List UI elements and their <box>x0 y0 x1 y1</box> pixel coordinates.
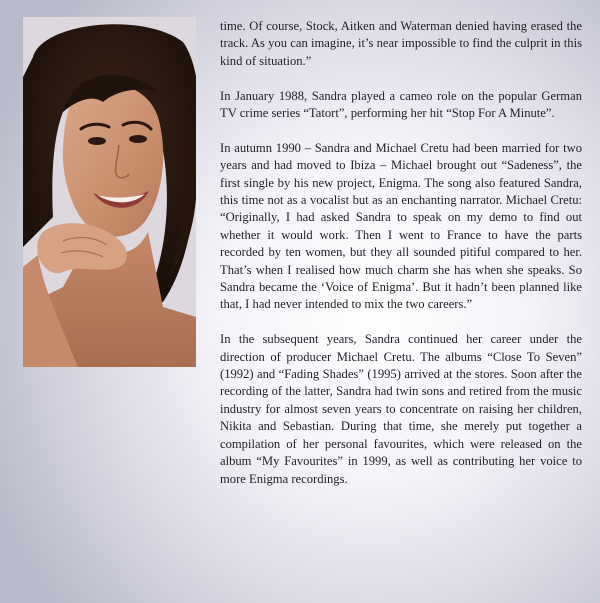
paragraph-3: In autumn 1990 – Sandra and Michael Cretu had been married for two years and had moved to Ibiza – Michael brought out “Sadeness”, the first single by his new project, Enigma. The song also featured Sandra, this time not as a vocalist but as an enchanting narrator. Michael Cretu: “Originally, I had asked Sandra to speak on my demo to find out whether it would work. Then I went to France to have the parts recorded by ten women, but they all sounded pitiful compared to her. That’s when I realised how much charm she has when she speaks. So Sandra became the ‘Voice of Enigma’. But it hadn’t been planned like that, I had never intended to mix the two careers.” <box>220 140 582 312</box>
paragraph-1: time. Of course, Stock, Aitken and Waterman denied having erased the track. As you can imagine, it’s near impossible to find the culprit in this kind of situation.” <box>220 19 582 68</box>
article-text <box>220 18 582 505</box>
portrait-photo <box>23 17 196 367</box>
paragraph-4: In the subsequent years, Sandra continued her career under the direction of producer Michael Cretu. The albums “Close To Seven” (1992) and “Fading Shades” (1995) arrived at the stores. Soon after the recording of the latter, Sandra had twin sons and retired from the music industry for almost seven years to concentrate on raising her children, Nikita and Sebastian. During that time, she merely put together a compilation of her personal favourites, which were released on the album “My Favourites” in 1999, as well as contributing her voice to more Enigma recordings. <box>220 332 582 486</box>
paragraph-2: In January 1988, Sandra played a cameo role on the popular German TV crime series “Tatort”, performing her hit “Stop For A Minute”. <box>220 88 582 121</box>
